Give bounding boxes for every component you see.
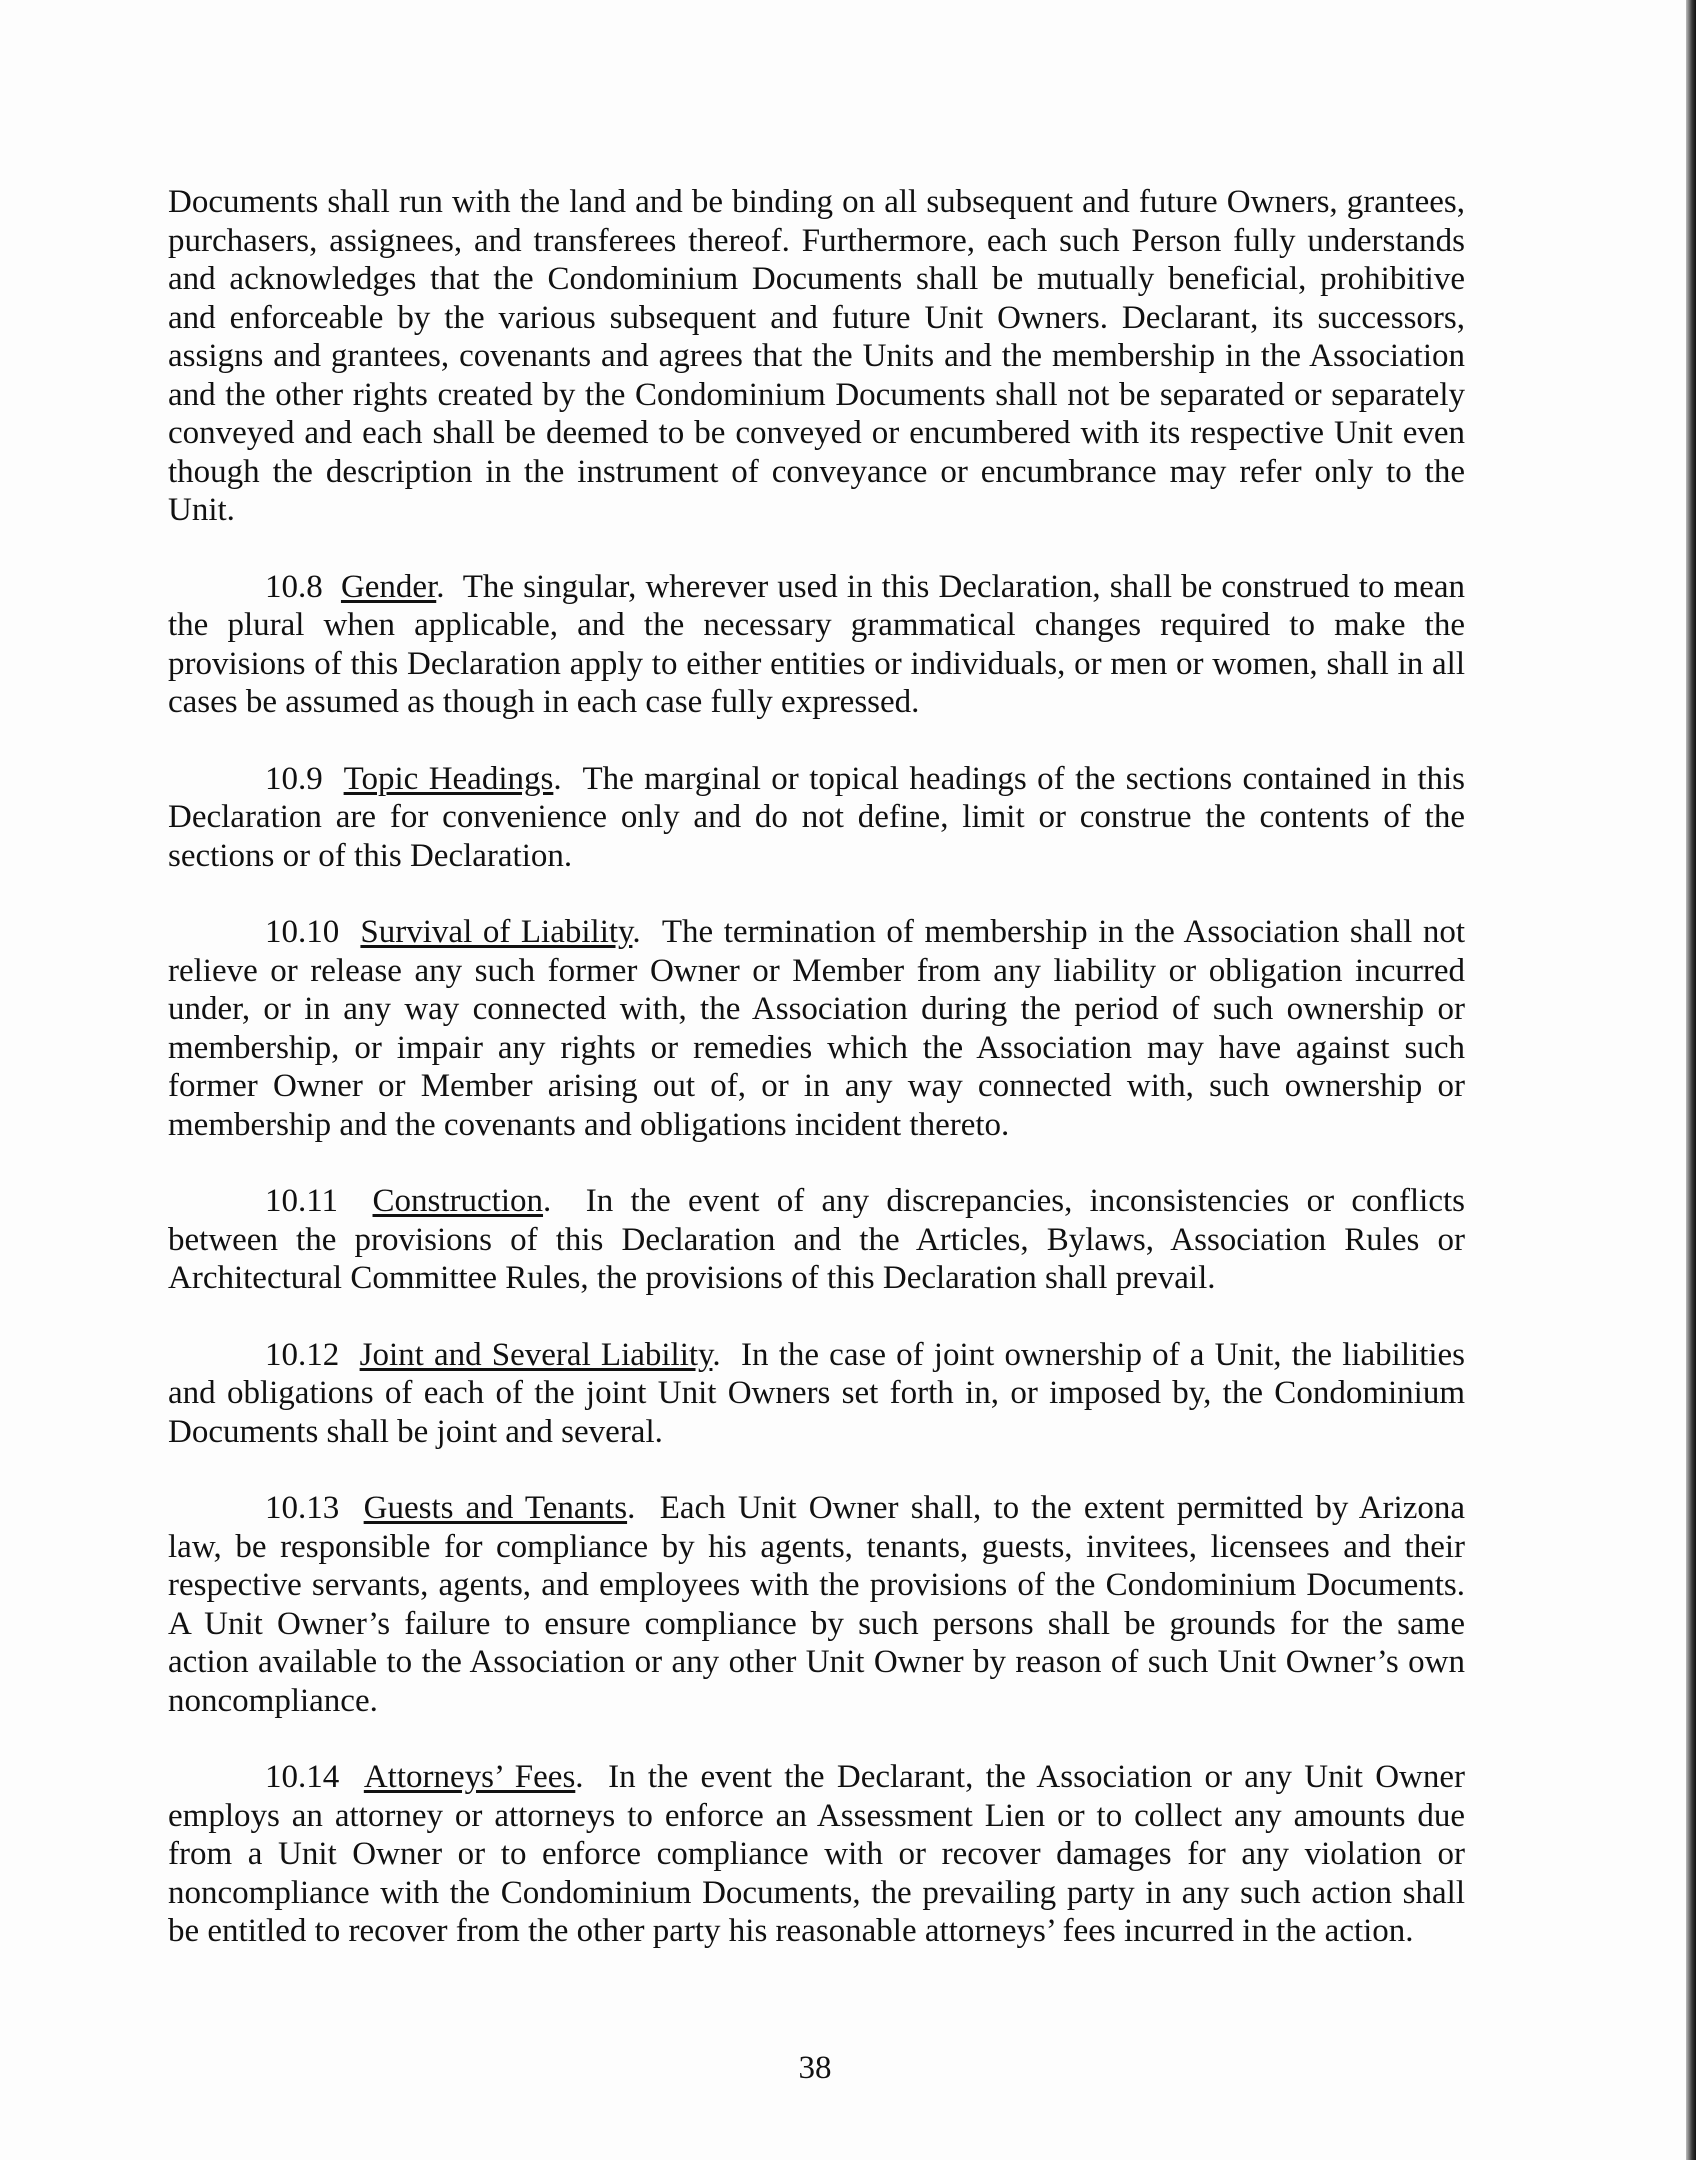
section-number: 10.11 [265,1183,339,1219]
document-body [168,183,1465,1989]
section-heading: Topic Headings [343,760,554,797]
scan-edge-shadow [1686,0,1696,2160]
intro-paragraph-text: Documents shall run with the land and be binding on all subsequent and future Owners, grantees, purchasers, assignees, and transferees thereof. Furthermore, each such Person fully understands and acknowledges that the Condominium Documents shall be mutually beneficial, prohibitive and enforceable by the various subsequent and future Unit Owners. Declarant, its successors, assigns and grantees, covenants and agrees that the Units and the membership in the Association and the other rights created by the Condominium Documents shall not be separated or separately conveyed and each shall be deemed to be conveyed or encumbered with its respective Unit even though the description in the instrument of conveyance or encumbrance may refer only to the Unit. [168,184,1465,528]
section-text: The termination of membership in the Association shall not relieve or release any such former Owner or Member from any liability or obligation incurred under, or in any way connected with, the Association during the period of such ownership or membership, or impair any rights or remedies which the Association may have against such former Owner or Member arising out of, or in any way connected with, such ownership or membership and the covenants and obligations incident thereto. [168,914,1466,1143]
section-heading: Survival of Liability [360,914,633,950]
section-number: 10.12 [265,1336,340,1373]
section-10-9: 10.9 Topic Headings. The marginal or topical headings of the sections contained in this Declaration are for convenience only and do not define, limit or construe the contents of the sections or of this Declaration. [168,760,1466,874]
section-10-11: 10.11 Construction. In the event of any discrepancies, inconsistencies or conflicts between the provisions of this Declaration and the Articles, Bylaws, Association Rules or Architectural Committee Rules, the provisions of this Declaration shall prevail. [168,1183,1465,1296]
section-text: In the event of any discrepancies, inconsistencies or conflicts between the provisions of this Declaration and the Articles, Bylaws, Association Rules or Architectural Committee Rules, the provisions of this Declaration shall prevail. [168,1183,1465,1296]
section-10-10: 10.10 Survival of Liability. The termination of membership in the Association shall not relieve or release any such former Owner or Member from any liability or obligation incurred under, or in any way connected with, the Association during the period of such ownership or membership, or impair any rights or remedies which the Association may have against such former Owner or Member arising out of, or in any way connected with, such ownership or membership and the covenants and obligations incident thereto. [168,914,1466,1143]
section-number: 10.13 [265,1490,340,1526]
section-10-12: 10.12 Joint and Several Liability. In the case of joint ownership of a Unit, the liabilities and obligations of each of the joint Unit Owners set forth in, or imposed by, the Condominium Documents shall be joint and several. [168,1336,1466,1450]
section-heading: Gender [340,568,437,605]
section-number: 10.9 [265,760,323,797]
section-text: The singular, wherever used in this Declaration, shall be construed to mean the plural when applicable, and the necessary grammatical changes required to make the provisions of this Declaration apply to either entities or individuals, or men or women, shall in all cases be assumed as though in each case fully expressed. [168,568,1466,720]
section-10-13: 10.13 Guests and Tenants. Each Unit Owner shall, to the extent permitted by Arizona law, be responsible for compliance by his agents, tenants, guests, invitees, licensees and their respective servants, agents, and employees with the provisions of the Condominium Documents. A Unit Owner’s failure to ensure compliance by such persons shall be grounds for the same action available to the Association or any other Unit Owner by reason of such Unit Owner’s own noncompliance. [168,1490,1466,1719]
section-number: 10.8 [265,568,323,605]
section-text: Each Unit Owner shall, to the extent permitted by Arizona law, be responsible for compliance by his agents, tenants, guests, invitees, licensees and their respective servants, agents, and employees with the provisions of the Condominium Documents. A Unit Owner’s failure to ensure compliance by such persons shall be grounds for the same action available to the Association or any other Unit Owner by reason of such Unit Owner’s own noncompliance. [168,1490,1466,1719]
section-number: 10.14 [265,1759,340,1795]
section-10-14: 10.14 Attorneys’ Fees. In the event the Declarant, the Association or any Unit Owner employs an attorney or attorneys to enforce an Assessment Lien or to collect any amounts due from a Unit Owner or to enforce compliance with or recover damages for any violation or noncompliance with the Condominium Documents, the prevailing party in any such action shall be entitled to recover from the other party his reasonable attorneys’ fees incurred in the action. [168,1759,1465,1949]
page-number: 38 [798,2050,832,2086]
section-heading: Guests and Tenants [363,1490,628,1526]
section-10-8: 10.8 Gender. The singular, wherever used in this Declaration, shall be construed to mean the plural when applicable, and the necessary grammatical changes required to make the provisions of this Declaration apply to either entities or individuals, or men or women, shall in all cases be assumed as though in each case fully expressed. [168,568,1466,720]
section-text: In the event the Declarant, the Association or any Unit Owner employs an attorney or attorneys to enforce an Assessment Lien or to collect any amounts due from a Unit Owner or to enforce compliance with or recover damages for any violation or noncompliance with the Condominium Documents, the prevailing party in any such action shall be entitled to recover from the other party his reasonable attorneys’ fees incurred in the action. [168,1759,1465,1949]
section-text: The marginal or topical headings of the sections contained in this Declaration are for convenience only and do not define, limit or construe the contents of the sections or of this Declaration. [168,760,1466,874]
section-heading: Construction [372,1183,544,1219]
section-text: In the case of joint ownership of a Unit, the liabilities and obligations of each of the joint Unit Owners set forth in, or imposed by, the Condominium Documents shall be joint and several. [168,1336,1466,1450]
section-heading: Attorneys’ Fees [363,1759,576,1795]
section-number: 10.10 [265,914,340,950]
intro-paragraph [168,183,1465,530]
section-heading: Joint and Several Liability [359,1336,713,1373]
